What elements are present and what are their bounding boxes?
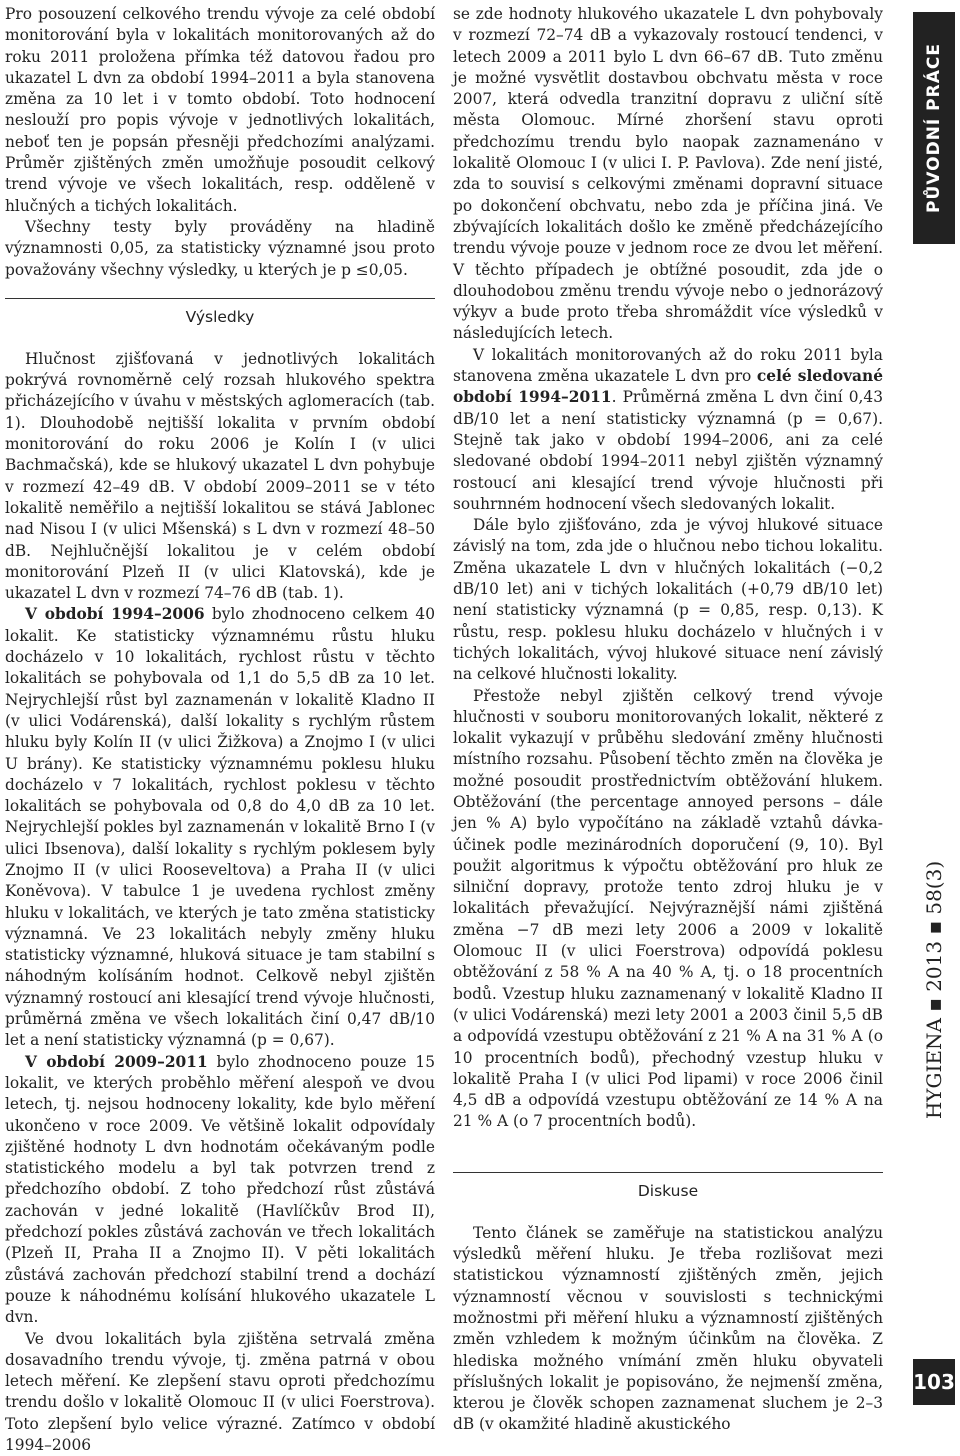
paragraph-text: Hlučnost zjišťovaná v jednotlivých lokalitách pokrývá rovnoměrně celý rozsah hlukového spektra přicházejícího v úvahu v městských aglomeracích (tab. 1). Dlouhodobě nejtišší lokalita v prvním období monitorování do roku 2006 je Kolín I (v ulici Bachmačská), kde se hlukový ukazatel L dvn pohybuje v rozmezí 42–49 dB. V období 2009–2011 se v této lokalitě neměřilo a nejtišší lokalitou se stává Jablonec nad Nisou I (v ulici Mšenská) s L dvn v rozmezí 48–50 dB. Nejhlučnější lokalitou je v celém období monitorování Plzeň II (v ulici Klatovská), kde je ukazatel L dvn v rozmezí 74–76 dB (tab. 1).: [5, 349, 435, 603]
paragraph-annoyance: [453, 686, 883, 1133]
discussion-heading: [453, 1181, 883, 1201]
paragraph-text: Pro posouzení celkového trendu vývoje za celé období monitorování byla v lokalitách monitorovaných až do roku 2011 proložena přímka též datovou řadou pro ukazatel L dvn za období 1994–2011 a byla stanovena změna za 10 let i v tomto období. Toto hodnocení neslouží pro popis vývoje v jednotlivých lokalitách, neboť ten je popsán přesněji předchozími analýzami. Průměr zjištěných změn umožňuje posoudit celkový trend vývoje ve všech lokalitách, resp. odděleně v hlučných a tichých lokalitách.: [5, 5, 435, 215]
period-lead: V období 1994–2006: [25, 605, 205, 624]
discussion-heading-text: Diskuse: [637, 1181, 699, 1200]
paragraph-text: . Průměrná změna L dvn činí 0,43 dB/10 let a není statisticky významná (p = 0,67). Stejně tak jako v období 1994–2006, ani za celé sledované období 1994–2011 nebyl zjištěn významný rostoucí ani klesající trend vývoje hlučnosti při souhrnném hodnocení všech sledovaných lokalit.: [453, 388, 883, 513]
paragraph-text: bylo zhodnoceno pouze 15 lokalit, ve kterých proběhlo měření alespoň ve dvou letech, tj. nejsou hodnoceny lokality, kde bylo měření ukončeno v roce 2009. Ve většině lokalit odpovídaly zjištěné hodnoty L dvn hodnotám očekávaným podle statistického modelu a byl tak potvrzen trend z předchozího období. Z toho předchozí růst zůstává zachován v jedné lokalitě (Havlíčkův Brod II), předchozí pokles zůstává zachován ve třech lokalitách (Plzeň II, Praha II a Znojmo II). V pěti lokalitách zůstává zachován předchozí stabilní trend a dochází pouze k náhodnému kolísání hlukového ukazatele L dvn.: [5, 1052, 435, 1327]
paragraph-noisy-quiet: [453, 515, 883, 685]
heading-rule: [5, 298, 435, 299]
category-tab: [913, 12, 955, 244]
paragraph-olomouc: [453, 4, 883, 345]
paragraph-text: se zde hodnoty hlukového ukazatele L dvn pohybovaly v rozmezí 72–74 dB a vykazovaly rostoucí tendenci, v letech 2009 a 2011 bylo L dvn 66–67 dB. Tuto změnu je možné vysvětlit dostavbou obchvatu města v roce 2007, která odvedla tranzitní dopravu z uliční sítě města Olomouc. Mírné zhoršení stavu oproti předchozímu trendu bylo naopak zaznamenáno v lokalitě Olomouc I (v ulici I. P. Pavlova). Zde není jisté, zda to souvisí s celkovými změnami dopravní situace po dokončení obchvatu, nebo zda je příčina jiná. Ve zbývajících lokalitách došlo ke změně předcházejícího trendu vývoje pouze v jednom roce ze dvou let měření. V těchto případech je obtížné posoudit, zda jde o dlouhodobou změnu trendu vývoje nebo o jednorázový výkyv a bude proto třeba shromáždit více výsledků v následujících letech.: [453, 5, 883, 343]
paragraph-text: bylo zhodnoceno celkem 40 lokalit. Ke statisticky významnému růstu hluku docházelo v 10 lokalitách, rychlost růstu v těchto lokalitách se pohybovala od 1,1 do 5,5 dB za 10 let. Nejrychlejší růst byl zaznamenán v lokalitě Kladno II (v ulici Vodárenská), další lokality s rychlým růstem hluku byly Kolín II (v ulici Žižkova) a Znojmo I (v ulici U brány). Ke statisticky významnému poklesu hluku docházelo v 7 lokalitách, rychlost poklesu v těchto lokalitách se pohybovala od 0,8 do 4,0 dB za 10 let. Nejrychlejší pokles byl zaznamenán v lokalitě Brno I (v ulici Ibsenova), další lokality s rychlým poklesem byly Znojmo II (v ulici Rooseveltova) a Praha II (v ulici Koněvova). V tabulce 1 je uvedena rychlost změny hluku v lokalitách, ve kterých je tato změna statisticky významná. Ve 23 lokalitách nebyly změny hluku statisticky významné, hluková situace je tam stabilní s náhodným kolísáním hodnot. Celkově nebyl zjištěn významný rostoucí ani klesající trend vývoje hlučnosti, průměrná změna ve všech lokalitách činí 0,47 dB/10 let a není statisticky významná (p = 0,67).: [5, 605, 435, 1050]
side-strip: [908, 0, 960, 1419]
period-lead: V období 2009–2011: [25, 1052, 208, 1071]
results-heading-text: Výsledky: [185, 307, 255, 326]
results-heading: [5, 307, 435, 327]
paragraph-trend-method: [5, 4, 435, 217]
paragraph-period-1994-2006: [5, 604, 435, 1051]
journal-running-head: HYGIENA ▪ 2013 ▪ 58(3): [922, 860, 946, 1120]
paragraph-text: Přestože nebyl zjištěn celkový trend vývoje hlučnosti v souboru monitorovaných lokalit, některé z lokalit vykazují v průběhu sledování změny hlučnosti místního rozsahu. Působení těchto změn na člověka je možné posoudit prostřednictvím obtěžování hlukem. Obtěžování (the percentage annoyed persons – dále jen % A) bylo vypočítáno na základě vztahů dávka-účinek podle mezinárodních doporučení (9, 10). Byl použit algoritmus k výpočtu obtěžování pro hluk ze silniční dopravy, protože tento zdroj hluku je v lokalitách převažující. Nejvýraznější námi zjištěná změna −7 dB mezi lety 2006 a 2009 v lokalitě Olomouc II (v ulici Foerstrova) odpovídá poklesu obtěžování z 58 % A na 40 % A, tj. o 18 procentních bodů. Vzestup hluku zaznamenaný v lokalitě Kladno II (v ulici Vodárenská) mezi lety 2001 a 2003 činil 5,5 dB a odpovídá vzestupu obtěžování z 21 % A na 31 % A (o 10 procentních bodů), přechodný vzestup hluku v lokalitě Praha I (v ulici Pod lipami) v roce 2006 činil 4,5 dB a odpovídá vzestupu obtěžování ze 14 % A na 21 % A (o 7 procentních bodů).: [453, 686, 883, 1131]
page-number: 103: [913, 1359, 955, 1405]
paragraph-discussion: [453, 1223, 883, 1436]
paragraph-whole-period: [453, 345, 883, 515]
paragraph-significance: [5, 217, 435, 281]
paragraph-text: Tento článek se zaměřuje na statistickou analýzu výsledků měření hluku. Je třeba rozlišovat mezi statistickou významností zjištěných změn, jejich významností věcnou v souvislosti s technickými možnostmi při měření hluku a významností zjištěných změn vzhledem k možným účinkům na člověka. Z hlediska možného vnímání změn hluku obyvateli příslušných lokalit je popisováno, že nejmenší změna, kterou je člověk schopen zaznamenat sluchem je 2–3 dB (v okamžité hladině akustického: [453, 1223, 883, 1434]
paragraph-text: V lokalitách monitorovaných až do roku 2011 byla stanovena změna ukazatele L dvn pro: [453, 345, 883, 386]
bold-phrase: celé sledované období 1994–2011: [453, 367, 884, 407]
left-column: [5, 4, 435, 1456]
category-label: PŮVODNÍ PRÁCE: [924, 43, 944, 213]
paragraph-trend-change: [5, 1329, 435, 1456]
paragraph-results-intro: [5, 349, 435, 605]
paragraph-text: Dále bylo zjišťováno, zda je vývoj hlukové situace závislý na tom, zda jde o hlučnou nebo tichou lokalitu. Změna ukazatele L dvn v hlučných lokalitách (−0,2 dB/10 let) ani v tichých lokalitách (+0,79 dB/10 let) není statisticky významná (p = 0,85, resp. 0,13). K růstu, resp. poklesu hluku docházelo v hlučných i v tichých lokalitách, vývoj hlukové situace není závislý na celkové hlučnosti lokality.: [453, 516, 883, 684]
heading-rule: [453, 1172, 883, 1173]
paragraph-period-2009-2011: [5, 1052, 435, 1329]
paragraph-text: Všechny testy byly prováděny na hladině významnosti 0,05, za statisticky významné jsou proto považovány všechny výsledky, u kterých je p ≤0,05.: [5, 217, 435, 279]
paragraph-text: Ve dvou lokalitách byla zjištěna setrvalá změna dosavadního trendu vývoje, tj. změna patrná v obou letech měření. Ke zlepšení stavu oproti předchozímu trendu došlo v lokalitě Olomouc II (v ulici Foerstrova). Toto zlepšení bylo velice výrazné. Zatímco v období 1994–2006: [5, 1329, 435, 1454]
right-column: [453, 4, 883, 1436]
